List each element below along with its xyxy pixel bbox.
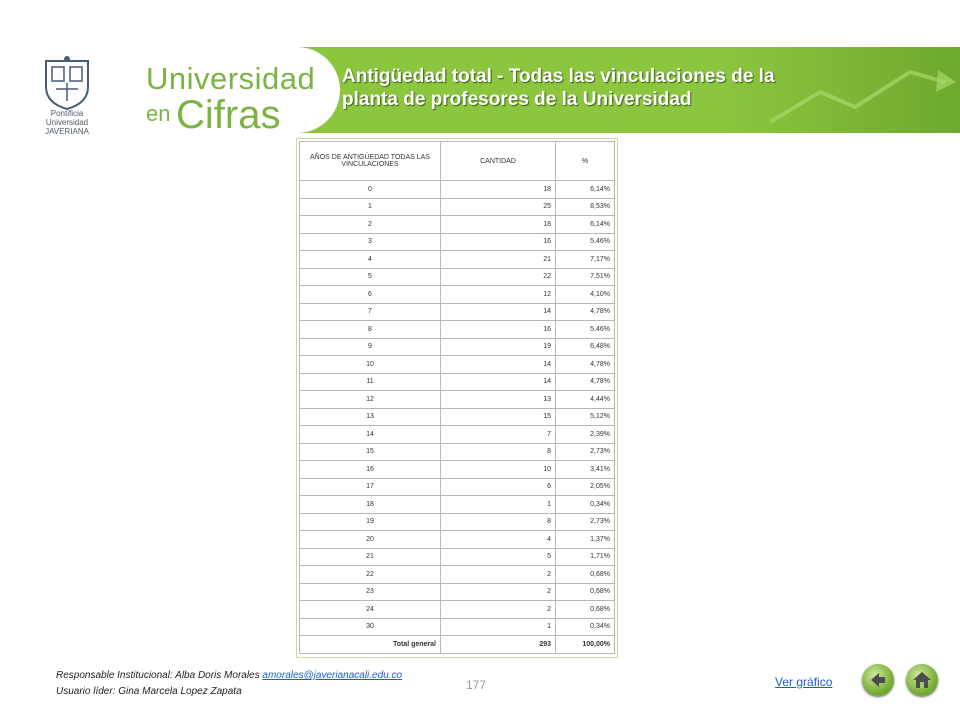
cell-anios: 5 bbox=[300, 268, 441, 286]
cell-anios: 10 bbox=[300, 356, 441, 374]
cell-cantidad: 25 bbox=[441, 198, 556, 216]
cell-cantidad: 8 bbox=[441, 513, 556, 531]
table-row bbox=[300, 583, 615, 601]
table-row bbox=[300, 601, 615, 619]
cell-cantidad: 16 bbox=[441, 233, 556, 251]
university-crest-icon bbox=[38, 55, 96, 111]
cell-cantidad: 2 bbox=[441, 601, 556, 619]
cell-porcentaje: 7,17% bbox=[556, 251, 615, 269]
table-row bbox=[300, 461, 615, 479]
cell-cantidad: 7 bbox=[441, 426, 556, 444]
table-row bbox=[300, 408, 615, 426]
table-row bbox=[300, 531, 615, 549]
cell-total-cantidad: 293 bbox=[441, 636, 556, 654]
cell-cantidad: 19 bbox=[441, 338, 556, 356]
cell-anios: 8 bbox=[300, 321, 441, 339]
cell-anios: 15 bbox=[300, 443, 441, 461]
cell-porcentaje: 2,73% bbox=[556, 443, 615, 461]
footer-usuario-lider: Usuario líder: Gina Marcela Lopez Zapata bbox=[56, 686, 242, 697]
cell-porcentaje: 6,48% bbox=[556, 338, 615, 356]
cell-cantidad: 12 bbox=[441, 286, 556, 304]
back-button[interactable] bbox=[862, 664, 894, 696]
cell-anios: 9 bbox=[300, 338, 441, 356]
table-row bbox=[300, 286, 615, 304]
cell-anios: 6 bbox=[300, 286, 441, 304]
table-row bbox=[300, 426, 615, 444]
table-row bbox=[300, 338, 615, 356]
cell-anios: 11 bbox=[300, 373, 441, 391]
column-header-anios: AÑOS DE ANTIGÜEDAD TODAS LAS VINCULACIONES bbox=[300, 142, 441, 181]
ver-grafico-link[interactable]: Ver gráfico bbox=[775, 675, 833, 689]
table-row bbox=[300, 321, 615, 339]
cell-porcentaje: 4,78% bbox=[556, 356, 615, 374]
table-row bbox=[300, 478, 615, 496]
crest-caption: Pontificia Universidad JAVERIANA bbox=[45, 109, 89, 136]
table-row bbox=[300, 513, 615, 531]
cell-porcentaje: 1,37% bbox=[556, 531, 615, 549]
table-row bbox=[300, 373, 615, 391]
cell-cantidad: 16 bbox=[441, 321, 556, 339]
cell-porcentaje: 2,73% bbox=[556, 513, 615, 531]
cell-porcentaje: 2,05% bbox=[556, 478, 615, 496]
cell-cantidad: 21 bbox=[441, 251, 556, 269]
cell-total-porcentaje: 100,00% bbox=[556, 636, 615, 654]
cell-porcentaje: 0,68% bbox=[556, 566, 615, 584]
responsable-email-link[interactable]: amorales@javerianacali.edu.co bbox=[262, 670, 403, 681]
table-row bbox=[300, 443, 615, 461]
cell-anios: 24 bbox=[300, 601, 441, 619]
cell-porcentaje: 0,68% bbox=[556, 601, 615, 619]
responsable-label: Responsable Institucional: Alba Doris Morales bbox=[56, 670, 260, 681]
cell-porcentaje: 5,46% bbox=[556, 233, 615, 251]
cell-anios: 22 bbox=[300, 566, 441, 584]
cell-porcentaje: 0,34% bbox=[556, 496, 615, 514]
cell-cantidad: 8 bbox=[441, 443, 556, 461]
logo-area bbox=[0, 47, 140, 136]
cell-anios: 18 bbox=[300, 496, 441, 514]
cell-anios: 20 bbox=[300, 531, 441, 549]
cell-porcentaje: 0,34% bbox=[556, 618, 615, 636]
table-row bbox=[300, 251, 615, 269]
cell-anios: 7 bbox=[300, 303, 441, 321]
cell-porcentaje: 1,71% bbox=[556, 548, 615, 566]
cell-cantidad: 22 bbox=[441, 268, 556, 286]
table-row bbox=[300, 303, 615, 321]
home-icon bbox=[912, 670, 932, 690]
table-row bbox=[300, 198, 615, 216]
cell-anios: 12 bbox=[300, 391, 441, 409]
table-row bbox=[300, 268, 615, 286]
cell-cantidad: 14 bbox=[441, 356, 556, 374]
brand-en: en bbox=[146, 101, 171, 126]
cell-cantidad: 18 bbox=[441, 181, 556, 199]
antiguedad-table bbox=[299, 141, 615, 654]
table-row bbox=[300, 356, 615, 374]
table-row bbox=[300, 233, 615, 251]
cell-porcentaje: 4,10% bbox=[556, 286, 615, 304]
table-body bbox=[300, 181, 615, 654]
cell-porcentaje: 6,14% bbox=[556, 181, 615, 199]
antiguedad-table-container bbox=[296, 138, 618, 658]
cell-cantidad: 14 bbox=[441, 373, 556, 391]
cell-cantidad: 6 bbox=[441, 478, 556, 496]
header-banner bbox=[0, 47, 960, 137]
cell-anios: 14 bbox=[300, 426, 441, 444]
column-header-porcentaje: % bbox=[556, 142, 615, 181]
cell-cantidad: 14 bbox=[441, 303, 556, 321]
table-total-row bbox=[300, 636, 615, 654]
cell-cantidad: 2 bbox=[441, 583, 556, 601]
page-title: Antigüedad total - Todas las vinculaciones de la planta de profesores de la Universidad bbox=[342, 66, 775, 110]
cell-anios: 3 bbox=[300, 233, 441, 251]
cell-cantidad: 1 bbox=[441, 496, 556, 514]
cell-anios: 23 bbox=[300, 583, 441, 601]
cell-porcentaje: 6,14% bbox=[556, 216, 615, 234]
cell-porcentaje: 4,78% bbox=[556, 303, 615, 321]
column-header-cantidad: CANTIDAD bbox=[441, 142, 556, 181]
cell-anios: 17 bbox=[300, 478, 441, 496]
cell-total-label: Total general bbox=[300, 636, 441, 654]
footer-responsable bbox=[56, 670, 402, 681]
cell-cantidad: 1 bbox=[441, 618, 556, 636]
cell-anios: 16 bbox=[300, 461, 441, 479]
table-row bbox=[300, 181, 615, 199]
cell-anios: 30 bbox=[300, 618, 441, 636]
cell-anios: 19 bbox=[300, 513, 441, 531]
cell-anios: 2 bbox=[300, 216, 441, 234]
cell-cantidad: 2 bbox=[441, 566, 556, 584]
cell-porcentaje: 2,39% bbox=[556, 426, 615, 444]
cell-porcentaje: 8,53% bbox=[556, 198, 615, 216]
cell-porcentaje: 3,41% bbox=[556, 461, 615, 479]
cell-anios: 4 bbox=[300, 251, 441, 269]
cell-anios: 1 bbox=[300, 198, 441, 216]
cell-anios: 21 bbox=[300, 548, 441, 566]
cell-anios: 13 bbox=[300, 408, 441, 426]
table-row bbox=[300, 548, 615, 566]
table-row bbox=[300, 216, 615, 234]
cell-anios: 0 bbox=[300, 181, 441, 199]
cell-porcentaje: 7,51% bbox=[556, 268, 615, 286]
home-button[interactable] bbox=[906, 664, 938, 696]
cell-porcentaje: 5,46% bbox=[556, 321, 615, 339]
page-number: 177 bbox=[466, 678, 487, 692]
table-row bbox=[300, 566, 615, 584]
cell-porcentaje: 4,78% bbox=[556, 373, 615, 391]
brand-universidad: Universidad bbox=[146, 61, 316, 96]
cell-cantidad: 13 bbox=[441, 391, 556, 409]
back-arrow-icon bbox=[868, 670, 888, 690]
table-row bbox=[300, 496, 615, 514]
cell-porcentaje: 0,68% bbox=[556, 583, 615, 601]
cell-cantidad: 10 bbox=[441, 461, 556, 479]
table-row bbox=[300, 618, 615, 636]
cell-cantidad: 5 bbox=[441, 548, 556, 566]
cell-cantidad: 4 bbox=[441, 531, 556, 549]
cell-porcentaje: 5,12% bbox=[556, 408, 615, 426]
brand-cifras: Cifras bbox=[176, 93, 281, 137]
table-header-row bbox=[300, 142, 615, 181]
cell-cantidad: 15 bbox=[441, 408, 556, 426]
cell-porcentaje: 4,44% bbox=[556, 391, 615, 409]
table-row bbox=[300, 391, 615, 409]
cell-cantidad: 18 bbox=[441, 216, 556, 234]
